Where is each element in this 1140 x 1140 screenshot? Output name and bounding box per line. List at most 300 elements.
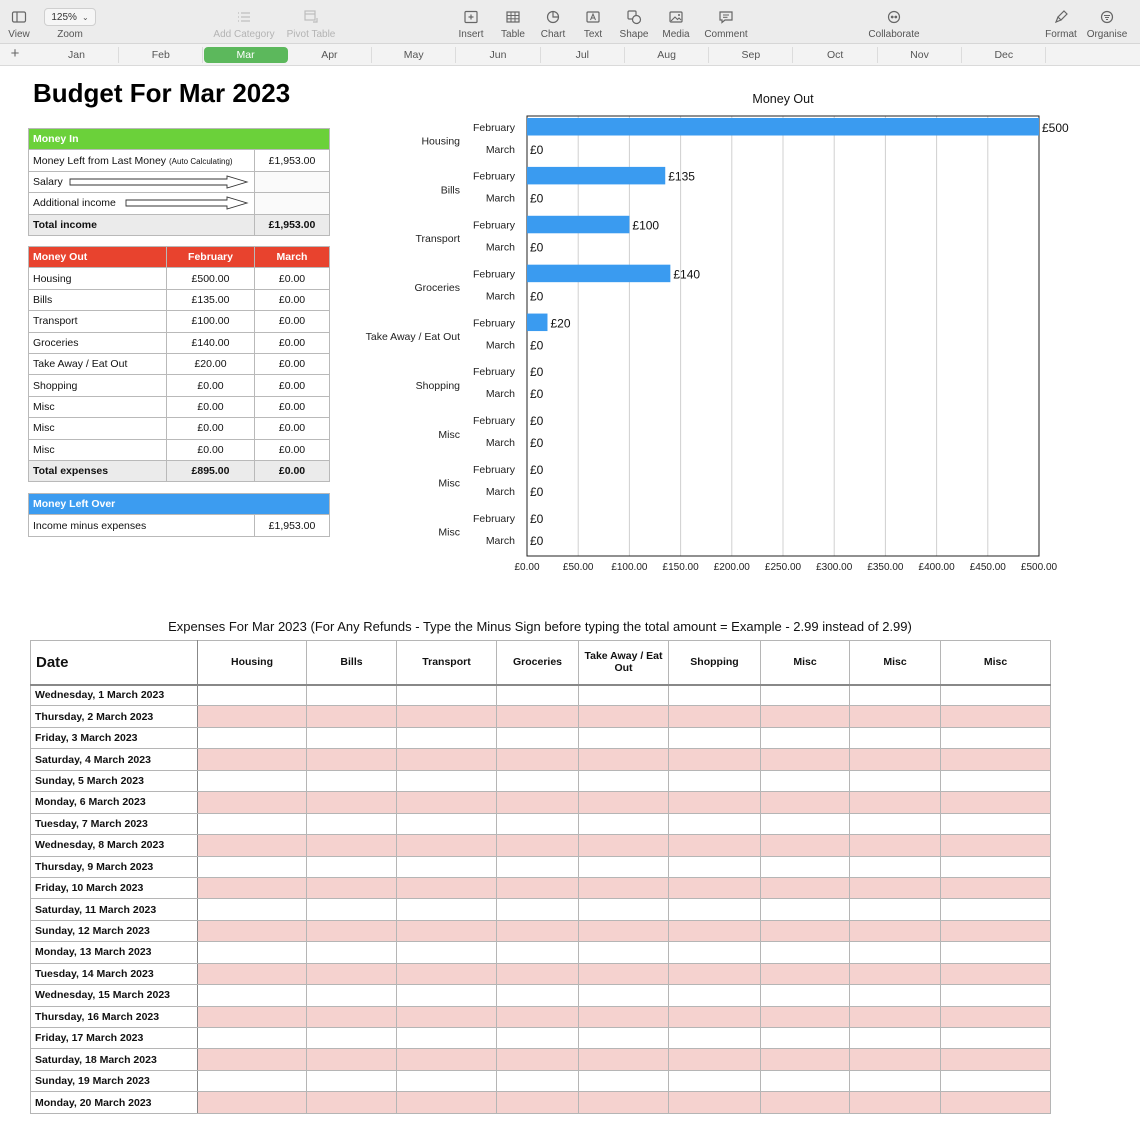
date-cell: Monday, 20 March 2023 [31, 1092, 198, 1113]
expense-cell[interactable] [497, 899, 579, 920]
expense-cell[interactable] [497, 1006, 579, 1027]
date-cell: Wednesday, 8 March 2023 [31, 835, 198, 856]
expense-cell[interactable] [669, 963, 761, 984]
series-label: February [472, 415, 515, 428]
expense-cell[interactable] [198, 1006, 307, 1027]
expense-cell[interactable] [761, 920, 850, 941]
expense-cell[interactable] [669, 877, 761, 898]
category-label: Transport [29, 311, 167, 332]
expense-cell[interactable] [497, 749, 579, 770]
expense-cell[interactable] [307, 792, 397, 813]
expense-cell[interactable] [397, 985, 497, 1006]
expense-cell[interactable] [579, 1092, 669, 1113]
expense-cell[interactable] [497, 685, 579, 706]
expense-cell[interactable] [850, 1092, 941, 1113]
category-label: Housing [29, 268, 167, 289]
expense-cell[interactable] [941, 963, 1051, 984]
expense-cell[interactable] [669, 706, 761, 727]
table-row [31, 1049, 1051, 1070]
expense-cell[interactable] [941, 835, 1051, 856]
february-value: £0.00 [167, 439, 255, 460]
expenses-table [30, 640, 1051, 1114]
march-value: £0.00 [255, 311, 330, 332]
expense-cell[interactable] [397, 877, 497, 898]
expense-cell[interactable] [497, 920, 579, 941]
expense-cell[interactable] [761, 1049, 850, 1070]
march-value: £0.00 [255, 353, 330, 374]
expense-cell[interactable] [198, 1049, 307, 1070]
expense-cell[interactable] [850, 899, 941, 920]
tab-sep[interactable]: Sep [709, 47, 793, 63]
expense-cell[interactable] [579, 899, 669, 920]
expense-cell[interactable] [761, 877, 850, 898]
expense-cell[interactable] [307, 813, 397, 834]
expense-cell[interactable] [198, 685, 307, 706]
money-out-header-row [29, 247, 330, 268]
expense-cell[interactable] [307, 1092, 397, 1113]
expense-cell[interactable] [397, 856, 497, 877]
expense-cell[interactable] [941, 1049, 1051, 1070]
expense-cell[interactable] [669, 899, 761, 920]
tab-dec[interactable]: Dec [962, 47, 1046, 63]
expense-cell[interactable] [198, 899, 307, 920]
x-tick-label: £100.00 [611, 562, 648, 573]
expense-cell[interactable] [850, 835, 941, 856]
table-row [31, 749, 1051, 770]
february-value: £100.00 [167, 311, 255, 332]
x-tick-label: £300.00 [816, 562, 853, 573]
expense-cell[interactable] [497, 942, 579, 963]
expense-cell[interactable] [761, 1092, 850, 1113]
category-label: Bills [29, 289, 167, 310]
expense-cell[interactable] [579, 877, 669, 898]
data-label: £0 [530, 365, 544, 380]
series-label: February [472, 463, 515, 476]
expense-cell[interactable] [850, 1028, 941, 1049]
expense-cell[interactable] [850, 920, 941, 941]
expense-cell[interactable] [397, 942, 497, 963]
table-row [31, 685, 1051, 706]
expenses-table-container [30, 640, 1051, 1109]
expense-cell[interactable] [497, 856, 579, 877]
tab-jun[interactable]: Jun [457, 47, 541, 63]
arrow-right-icon [69, 175, 249, 189]
expense-cell[interactable] [941, 770, 1051, 791]
expense-cell[interactable] [198, 942, 307, 963]
expense-cell[interactable] [761, 706, 850, 727]
expense-cell[interactable] [397, 963, 497, 984]
series-label: March [485, 388, 515, 401]
money-in-header: Money In [29, 129, 330, 150]
expense-cell[interactable] [579, 813, 669, 834]
tab-nov[interactable]: Nov [878, 47, 962, 63]
table-row [31, 1070, 1051, 1091]
expense-cell[interactable] [579, 942, 669, 963]
organise-button[interactable] [1075, 6, 1139, 40]
expense-cell[interactable] [669, 685, 761, 706]
expense-cell[interactable] [761, 835, 850, 856]
series-label: February [472, 512, 515, 525]
table-row [31, 727, 1051, 748]
expenses-header-row [31, 641, 1051, 685]
expense-cell[interactable] [307, 899, 397, 920]
expense-cell[interactable] [307, 835, 397, 856]
sidebar-icon [11, 9, 27, 25]
expense-cell[interactable] [497, 1092, 579, 1113]
expense-cell[interactable] [307, 877, 397, 898]
expense-cell[interactable] [497, 770, 579, 791]
expense-cell[interactable] [397, 1049, 497, 1070]
zoom-label: Zoom [57, 29, 83, 40]
expense-cell[interactable] [941, 1028, 1051, 1049]
march-value: £0.00 [255, 289, 330, 310]
date-cell: Sunday, 5 March 2023 [31, 770, 198, 791]
expense-cell[interactable] [397, 792, 497, 813]
expense-cell[interactable] [941, 706, 1051, 727]
expense-cell[interactable] [761, 985, 850, 1006]
money-in-table [28, 128, 330, 236]
expense-cell[interactable] [669, 1028, 761, 1049]
expense-cell[interactable] [497, 1070, 579, 1091]
expense-cell[interactable] [941, 792, 1051, 813]
data-label: £0 [530, 414, 544, 429]
expense-cell[interactable] [669, 813, 761, 834]
money-out-row [29, 268, 330, 289]
expense-cell[interactable] [941, 856, 1051, 877]
expense-cell[interactable] [941, 727, 1051, 748]
expense-cell[interactable] [307, 856, 397, 877]
expense-cell[interactable] [669, 856, 761, 877]
expense-cell[interactable] [307, 1028, 397, 1049]
money-left-label [29, 150, 255, 171]
money-left-value[interactable]: £1,953.00 [255, 150, 330, 171]
expense-cell[interactable] [761, 963, 850, 984]
expense-cell[interactable] [761, 1028, 850, 1049]
chart-label: Chart [540, 29, 566, 40]
additional-income-input[interactable] [255, 193, 330, 214]
expense-cell[interactable] [850, 877, 941, 898]
expense-cell[interactable] [850, 792, 941, 813]
expense-cell[interactable] [850, 985, 941, 1006]
sheet-tab-bar [0, 44, 1140, 66]
add-category-label: Add Category [213, 29, 275, 40]
series-label: February [472, 317, 515, 330]
expense-cell[interactable] [497, 1028, 579, 1049]
expense-cell[interactable] [579, 770, 669, 791]
expense-cell[interactable] [850, 942, 941, 963]
column-header: Transport [397, 641, 497, 685]
x-tick-label: £0.00 [514, 562, 540, 573]
expense-cell[interactable] [198, 985, 307, 1006]
expense-cell[interactable] [198, 1092, 307, 1113]
expense-cell[interactable] [579, 856, 669, 877]
expense-cell[interactable] [850, 770, 941, 791]
column-header: Housing [198, 641, 307, 685]
date-cell: Wednesday, 15 March 2023 [31, 985, 198, 1006]
series-label: March [485, 241, 515, 254]
expense-cell[interactable] [307, 1049, 397, 1070]
expense-cell[interactable] [397, 749, 497, 770]
expense-cell[interactable] [579, 727, 669, 748]
expense-cell[interactable] [579, 792, 669, 813]
zoom-control[interactable] [38, 6, 102, 40]
expense-cell[interactable] [850, 706, 941, 727]
series-label: February [472, 268, 515, 281]
total-expenses-label: Total expenses [29, 460, 167, 481]
expense-cell[interactable] [579, 1049, 669, 1070]
salary-input[interactable] [255, 171, 330, 192]
expense-cell[interactable] [761, 1070, 850, 1091]
expense-cell[interactable] [850, 685, 941, 706]
expense-cell[interactable] [497, 727, 579, 748]
expense-cell[interactable] [397, 835, 497, 856]
expense-cell[interactable] [198, 1070, 307, 1091]
expense-cell[interactable] [850, 1049, 941, 1070]
expense-cell[interactable] [397, 1028, 497, 1049]
expense-cell[interactable] [941, 877, 1051, 898]
expense-cell[interactable] [307, 920, 397, 941]
expense-cell[interactable] [397, 1092, 497, 1113]
column-header: Misc [941, 641, 1051, 685]
expense-cell[interactable] [669, 920, 761, 941]
expense-cell[interactable] [941, 1070, 1051, 1091]
expense-cell[interactable] [669, 942, 761, 963]
expense-cell[interactable] [198, 1028, 307, 1049]
data-label: £20 [550, 316, 571, 331]
expense-cell[interactable] [850, 963, 941, 984]
additional-income-row [29, 193, 330, 214]
media-label: Media [662, 29, 690, 40]
series-label: March [485, 485, 515, 498]
march-value: £0.00 [255, 418, 330, 439]
expense-cell[interactable] [497, 792, 579, 813]
expense-cell[interactable] [669, 1049, 761, 1070]
expense-cell[interactable] [579, 706, 669, 727]
money-out-chart[interactable] [340, 85, 1080, 585]
expense-cell[interactable] [669, 792, 761, 813]
expense-cell[interactable] [941, 942, 1051, 963]
expense-cell[interactable] [397, 1070, 497, 1091]
expense-cell[interactable] [198, 920, 307, 941]
date-cell: Sunday, 12 March 2023 [31, 920, 198, 941]
expense-cell[interactable] [198, 770, 307, 791]
collaborate-button[interactable] [862, 6, 926, 40]
zoom-select[interactable] [44, 8, 96, 26]
expense-cell[interactable] [669, 1070, 761, 1091]
organise-icon [1099, 9, 1115, 25]
expense-cell[interactable] [307, 749, 397, 770]
expense-cell[interactable] [579, 749, 669, 770]
expense-cell[interactable] [850, 727, 941, 748]
expense-cell[interactable] [497, 706, 579, 727]
expense-cell[interactable] [579, 1006, 669, 1027]
expense-cell[interactable] [941, 813, 1051, 834]
tab-mar[interactable]: Mar [204, 47, 288, 63]
expense-cell[interactable] [941, 1006, 1051, 1027]
expense-cell[interactable] [579, 963, 669, 984]
comment-button[interactable] [694, 6, 758, 40]
category-label: Misc [438, 428, 460, 441]
expense-cell[interactable] [579, 920, 669, 941]
money-out-table [28, 246, 330, 482]
tab-feb[interactable]: Feb [119, 47, 203, 63]
expense-cell[interactable] [761, 727, 850, 748]
table-row [31, 877, 1051, 898]
expense-cell[interactable] [397, 1006, 497, 1027]
expense-cell[interactable] [497, 1049, 579, 1070]
expense-cell[interactable] [198, 856, 307, 877]
expense-cell[interactable] [497, 813, 579, 834]
expense-cell[interactable] [579, 685, 669, 706]
table-row [31, 1006, 1051, 1027]
series-label: March [485, 290, 515, 303]
total-income-label: Total income [29, 214, 255, 235]
expense-cell[interactable] [941, 685, 1051, 706]
expense-cell[interactable] [397, 727, 497, 748]
tab-may[interactable]: May [372, 47, 456, 63]
expense-cell[interactable] [579, 835, 669, 856]
x-tick-label: £500.00 [1020, 562, 1058, 573]
category-label: Transport [415, 233, 460, 246]
tab-apr[interactable]: Apr [288, 47, 372, 63]
expense-cell[interactable] [669, 749, 761, 770]
expense-cell[interactable] [307, 985, 397, 1006]
expense-cell[interactable] [198, 749, 307, 770]
march-value: £0.00 [255, 332, 330, 353]
expense-cell[interactable] [397, 813, 497, 834]
expense-cell[interactable] [497, 877, 579, 898]
chevron-down-icon: ⌄ [81, 12, 89, 22]
expense-cell[interactable] [850, 813, 941, 834]
view-label: View [8, 29, 30, 40]
bar [527, 118, 1039, 136]
expense-cell[interactable] [761, 792, 850, 813]
money-in-header-row [29, 129, 330, 150]
tab-oct[interactable]: Oct [794, 47, 878, 63]
expense-cell[interactable] [198, 706, 307, 727]
add-category-button[interactable] [212, 6, 276, 40]
expense-cell[interactable] [307, 727, 397, 748]
expense-cell[interactable] [198, 877, 307, 898]
expense-cell[interactable] [669, 985, 761, 1006]
expense-cell[interactable] [397, 899, 497, 920]
expense-cell[interactable] [397, 706, 497, 727]
expense-cell[interactable] [761, 899, 850, 920]
arrow-right-icon [125, 196, 249, 210]
expense-cell[interactable] [198, 792, 307, 813]
col-march: March [255, 247, 330, 268]
money-out-row [29, 375, 330, 396]
category-label: Groceries [29, 332, 167, 353]
tab-jul[interactable]: Jul [541, 47, 625, 63]
total-february: £895.00 [167, 460, 255, 481]
table-row [31, 706, 1051, 727]
expense-cell[interactable] [761, 813, 850, 834]
data-label: £0 [530, 387, 544, 402]
pivot-table-button[interactable] [279, 6, 343, 40]
expense-cell[interactable] [397, 685, 497, 706]
march-value: £0.00 [255, 396, 330, 417]
expense-cell[interactable] [669, 727, 761, 748]
expense-cell[interactable] [579, 1028, 669, 1049]
expense-cell[interactable] [397, 920, 497, 941]
expense-cell[interactable] [761, 856, 850, 877]
data-label: £0 [530, 142, 544, 157]
expense-cell[interactable] [198, 835, 307, 856]
left-over-row [29, 515, 330, 536]
series-label: March [485, 534, 515, 547]
pivot-table-label: Pivot Table [286, 29, 336, 40]
bar [527, 265, 670, 283]
expense-cell[interactable] [761, 770, 850, 791]
expense-cell[interactable] [941, 985, 1051, 1006]
expense-cell[interactable] [579, 1070, 669, 1091]
column-header: Bills [307, 641, 397, 685]
expense-cell[interactable] [669, 1006, 761, 1027]
expense-cell[interactable] [579, 985, 669, 1006]
expense-cell[interactable] [669, 770, 761, 791]
expense-cell[interactable] [850, 856, 941, 877]
expense-cell[interactable] [497, 835, 579, 856]
expense-cell[interactable] [198, 813, 307, 834]
table-row [31, 792, 1051, 813]
expense-cell[interactable] [497, 985, 579, 1006]
date-column-header: Date [31, 641, 198, 685]
expense-cell[interactable] [307, 685, 397, 706]
expense-cell[interactable] [307, 942, 397, 963]
expense-cell[interactable] [941, 1092, 1051, 1113]
expense-cell[interactable] [397, 770, 497, 791]
expense-cell[interactable] [850, 749, 941, 770]
money-out-row [29, 289, 330, 310]
tab-jan[interactable]: Jan [35, 47, 119, 63]
expense-cell[interactable] [497, 963, 579, 984]
expense-cell[interactable] [941, 920, 1051, 941]
add-sheet-button[interactable]: + [10, 45, 20, 62]
auto-calculating-note: (Auto Calculating) [168, 156, 233, 166]
chart-icon [545, 9, 561, 25]
expense-cell[interactable] [307, 1070, 397, 1091]
paintbrush-icon [1053, 9, 1069, 25]
money-out-row [29, 332, 330, 353]
x-tick-label: £450.00 [969, 562, 1006, 573]
salary-row [29, 171, 330, 192]
money-left-text: Money Left from Last Money [33, 154, 167, 167]
expense-cell[interactable] [941, 749, 1051, 770]
expense-cell[interactable] [761, 685, 850, 706]
expense-cell[interactable] [941, 899, 1051, 920]
expense-cell[interactable] [669, 835, 761, 856]
expense-cell[interactable] [761, 749, 850, 770]
expense-cell[interactable] [307, 1006, 397, 1027]
expense-cell[interactable] [307, 963, 397, 984]
expense-cell[interactable] [669, 1092, 761, 1113]
table-row [31, 770, 1051, 791]
money-out-row [29, 418, 330, 439]
data-label: £0 [530, 436, 544, 451]
expense-cell[interactable] [307, 770, 397, 791]
expense-cell[interactable] [198, 963, 307, 984]
expense-cell[interactable] [850, 1006, 941, 1027]
table-row [31, 856, 1051, 877]
expense-cell[interactable] [307, 706, 397, 727]
expense-cell[interactable] [850, 1070, 941, 1091]
expense-cell[interactable] [198, 727, 307, 748]
expense-cell[interactable] [761, 942, 850, 963]
expense-cell[interactable] [761, 1006, 850, 1027]
tab-aug[interactable]: Aug [625, 47, 709, 63]
column-header: Misc [761, 641, 850, 685]
